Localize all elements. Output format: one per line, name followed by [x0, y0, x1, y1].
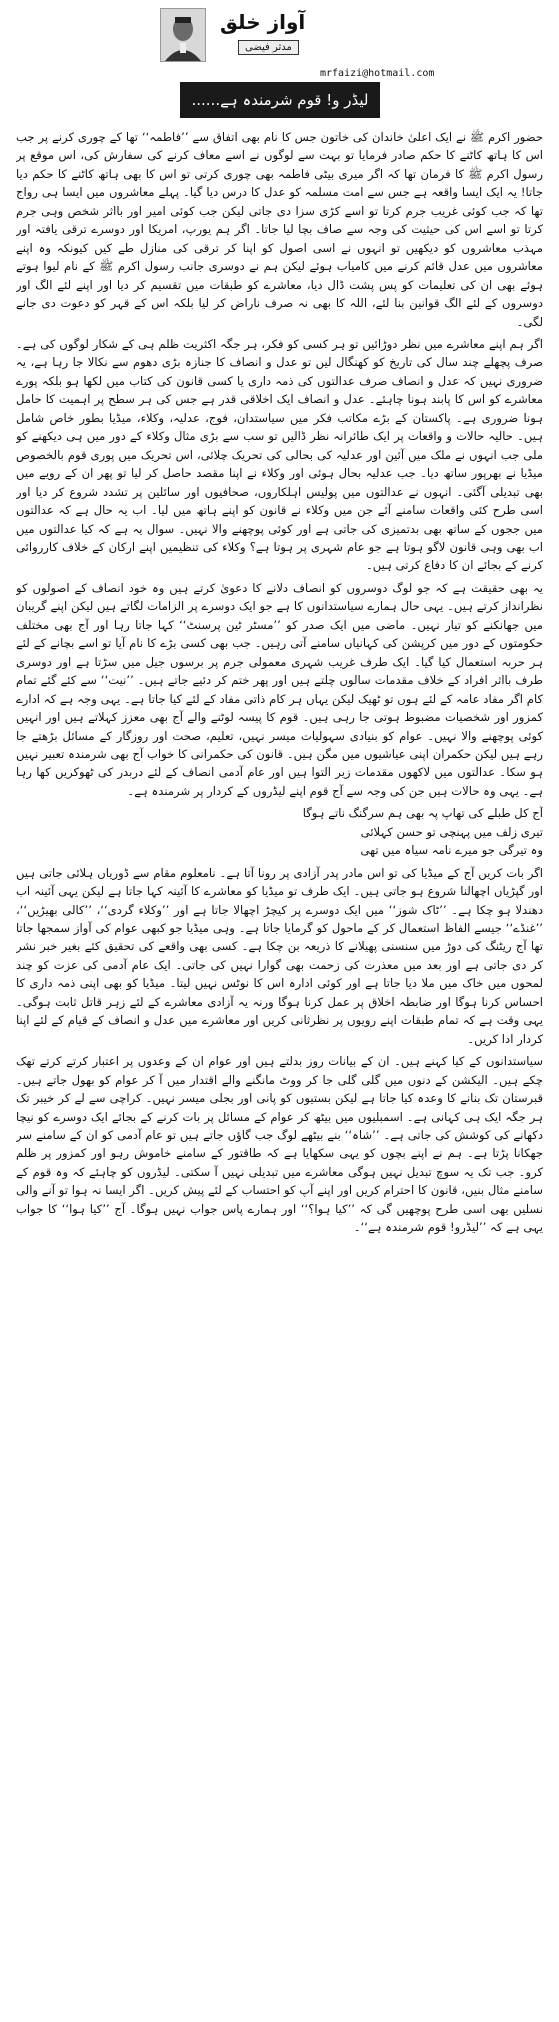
- column-masthead: [160, 8, 435, 79]
- article-body: [16, 128, 543, 2018]
- verse-block: [16, 804, 543, 859]
- verse-line: آج کل طبلے کی تھاپ پہ بھی ہم سرگنگ ناتے ہوگا: [302, 806, 543, 821]
- article-paragraph-2: اگر ہم اپنے معاشرے میں نظر دوڑائیں تو ہر کسی کو فکر، ہر جگہ اکثریت ظلم ہی کے شکار لوگوں کی ہے۔ صرف پچھلے چند سال کی تاریخ کو کھنگال لیں تو عدل و انصاف کا جنازہ بڑی دھوم سے نکالا جا رہا ہے، یہ ضروری نہیں کہ عدل و انصاف صرف عدالتوں کی ذمہ داری یا کسی قانون کی کتاب میں لکھا ہو بلکہ پورے معاشرے کو اس کا پابند ہونا چاہئے۔ عدل و انصاف ایک اخلاقی قدر ہے جس کی ہر سطح پر اہمیت کا حامل ہونا ضروری ہے۔ پاکستان کے بڑے مکاتب فکر میں سیاستدان، فوج، عدلیہ، وکلاء، میڈیا بطور خاص شامل ہیں۔ حالیہ حالات و واقعات پر ایک طائرانہ نظر ڈالیں تو سب سے بڑی مثال وکلاء کے دور میں ہی دیکھنے کو ملی جب انہوں نے ملک میں آئین اور عدلیہ کی بحالی کی تحریک چلائی، اس تحریک میں پوری قوم بالخصوص میڈیا نے بھرپور ساتھ دیا۔ جب عدلیہ بحال ہوئی اور وکلاء نے اپنا مقصد حاصل کر لیا تو پھر ان کے رویے میں بھی تبدیلی آگئی۔ انہوں نے عدالتوں میں پولیس اہلکاروں، صحافیوں اور سائلین پر تشدد شروع کر دیا اور اسی طرح کئی واقعات سامنے آئے جن میں وکلاء نے قانون کو اپنے ہاتھ میں لیا۔ اب یہ حال ہے کہ عدالتوں میں ججوں کے ساتھ بھی بدتمیزی کی جاتی ہے اور کوئی پوچھنے والا نہیں۔ سوال یہ ہے کہ کیا عدالتوں میں اب بھی وہی قانون لاگو ہوتا ہے جو عام شہری پر ہوتا ہے؟ وکلاء کی تنظیمیں اپنے ارکان کے خلاف کارروائی کرنے کے بجائے ان کا دفاع کرتی ہیں۔: [16, 336, 543, 573]
- verse-line: تیری زلف میں پہنچی تو حسن کہلائی: [360, 824, 543, 839]
- author-photo: [160, 8, 206, 62]
- article-paragraph-3: یہ بھی حقیقت ہے کہ جو لوگ دوسروں کو انصاف دلانے کا دعویٰ کرتے ہیں وہ خود انصاف کے اصولوں کو نظرانداز کرتے ہیں۔ یہی حال ہمارے سیاستدانوں کا ہے جو ایک دوسرے پر الزامات لگاتے ہیں لیکن اپنے گریبان میں جھانکنے کو تیار نہیں۔ ماضی میں ایک صدر کو ’’مسٹر ٹین پرسنٹ‘‘ کہا جاتا رہا اور آج بھی مختلف حکومتوں کے دور میں کرپشن کی کہانیاں سامنے آتی رہیں۔ جب بھی کسی بڑے کا نام آیا تو اسے بچانے کے لئے ہر حربہ استعمال کیا گیا۔ ایک طرف غریب شہری معمولی جرم پر برسوں جیل میں سڑتا ہے اور دوسری طرف بااثر افراد کے خلاف مقدمات سالوں چلتے ہیں اور پھر ختم کر دئیے جاتے ہیں۔ ’’نیت‘‘ سے کئے گئے تمام کام اگر مفاد عامہ کے لئے ہوں تو ٹھیک لیکن یہاں ہر کام ذاتی مفاد کے لئے کیا جاتا ہے۔ یہی وجہ ہے کہ ادارے کمزور اور شخصیات مضبوط ہوتی جا رہی ہیں۔ قوم کا پیسہ لوٹنے والے آج بھی معزز کہلاتے ہیں اور انہیں کوئی پوچھنے والا نہیں۔ عوام کو بنیادی سہولیات میسر نہیں، تعلیم، صحت اور روزگار کے مسائل بڑھتے جا رہے ہیں لیکن حکمران اپنی عیاشیوں میں مگن ہیں۔ قانون کی حکمرانی کا خواب آج بھی شرمندہ تعبیر نہیں ہو سکا۔ عدالتوں میں لاکھوں مقدمات زیر التوا ہیں اور عام آدمی انصاف کے لئے دربدر کی ٹھوکریں کھا رہا ہے۔ یہی وہ حالات ہیں جن کی وجہ سے آج قوم اپنے لیڈروں کے کردار پر شرمندہ ہے۔: [16, 580, 543, 798]
- article-paragraph-4: اگر بات کریں آج کے میڈیا کی تو اس مادر پدر آزادی پر رونا آتا ہے۔ نامعلوم مقام سے ڈوریاں ہلائی جاتی ہیں اور گپڑیاں اچھالنا شروع ہو جاتی ہیں۔ ایک طرف تو میڈیا کو معاشرے کا آئینہ کہا جاتا ہے لیکن یہی آئینہ اب دھندلا ہو چکا ہے۔ ’’ٹاک شوز‘‘ میں ایک دوسرے پر کیچڑ اچھالا جاتا ہے اور ’’وکلاء گردی‘‘، ’’کالی بھیڑیں‘‘، ’’غنڈے‘‘ جیسے الفاظ استعمال کر کے ماحول کو گرمایا جاتا ہے۔ وہی میڈیا جو کبھی عوام کی آواز سمجھا جاتا تھا آج ریٹنگ کی دوڑ میں سنسنی پھیلانے کا ذریعہ بن چکا ہے۔ کسی بھی واقعے کی تحقیق کئے بغیر خبر نشر کر دی جاتی ہے اور بعد میں معذرت کی زحمت بھی گوارا نہیں کی جاتی۔ ایک عام آدمی کی عزت کو چند لمحوں میں خاک میں ملا دیا جاتا ہے اور کوئی ادارہ اس کا نوٹس نہیں لیتا۔ میڈیا کو بھی اپنی ذمہ داری کا احساس کرنا ہوگا اور ضابطہ اخلاق پر عمل کرنا ہوگا ورنہ یہ آزادی معاشرے کے لئے زہر قاتل ثابت ہوگی۔ یہی وقت ہے کہ تمام طبقات اپنے رویوں پر نظرثانی کریں اور معاشرے میں عدل و انصاف کے قیام کے لئے اپنا کردار ادا کریں۔: [16, 865, 543, 1046]
- article-title-banner: [180, 82, 380, 118]
- article-paragraph-5: سیاستدانوں کے کیا کہنے ہیں۔ ان کے بیانات روز بدلتے ہیں اور عوام ان کے وعدوں پر اعتبار کرتے کرتے تھک چکے ہیں۔ الیکشن کے دنوں میں گلی گلی جا کر ووٹ مانگنے والے اقتدار میں آ کر عوام کو بھول جاتے ہیں۔ قبرستان تک بنانے کا وعدہ کیا جاتا ہے لیکن بستیوں کو پانی اور بجلی میسر نہیں۔ کراچی سے لے کر خیبر تک ہر جگہ ایک ہی کہانی ہے۔ اسمبلیوں میں بیٹھ کر عوام کے مسائل پر بات کرنے کے بجائے ایک دوسرے کو نیچا دکھانے کی کوشش کی جاتی ہے۔ ’’شاہ‘‘ بنے بیٹھے لوگ جب گاؤں جاتے ہیں تو عام آدمی کو ان کے سامنے سر جھکانا پڑتا ہے۔ ہم نے اپنے بچوں کو یہی سکھایا ہے کہ طاقتور کے سامنے خاموش رہو اور کمزور پر ظلم کرو۔ جب تک یہ سوچ تبدیل نہیں ہوگی معاشرے میں تبدیلی نہیں آ سکتی۔ لیڈروں کو چاہئے کہ وہ قوم کے سامنے مثال بنیں، قانون کا احترام کریں اور اپنے آپ کو احتساب کے لئے پیش کریں۔ اگر ایسا نہ ہوا تو آنے والی نسلیں بھی اسی طرح پوچھیں گی کہ ’’کیا ہوا؟‘‘ اور ہمارے پاس جواب نہیں ہوگا۔ آج ’’کیا ہوا‘‘ کا جواب یہی ہے کہ ’’لیڈرو! قوم شرمندہ ہے‘‘۔: [16, 1054, 543, 1235]
- article-paragraph-1: حضور اکرم ﷺ نے ایک اعلیٰ خاندان کی خاتون جس کا نام بھی اتفاق سے ’’فاطمہ‘‘ تھا کے چوری کرنے پر جب اس کا ہاتھ کاٹنے کا حکم صادر فرمایا تو بہت سے لوگوں نے اسے معاف کرنے کی سفارش کی، اس موقع پر رسول اکرم ﷺ کا فرمان تھا کہ اگر میری بیٹی فاطمہ بھی چوری کرتی تو اس کا بھی ہاتھ کاٹنے کا حکم دیا جاتا! یہ ایک ایسا واقعہ ہے جس سے امت مسلمہ کو عدل کا درس دیا گیا۔ پہلے معاشروں میں ایسا ہی رواج تھا کہ جب کوئی غریب جرم کرتا تو اسے کڑی سزا دی جاتی لیکن جب کوئی امیر اور بااثر شخص وہی جرم کرتا تو اسے اس کی حیثیت کی وجہ سے صاف بچا لیا جاتا۔ اگر ہم یورپ، امریکا اور دوسرے ترقی یافتہ اور مہذب معاشروں کو دیکھیں تو انہوں نے اسی اصول کو اپنا کر ترقی کی منازل طے کیں کیونکہ وہ اپنے معاشروں میں عدل قائم کرنے میں کامیاب ہوئے لیکن ہم نے دوسری جانب رسول اکرم ﷺ کے نام لیوا ہوتے ہوئے بھی ان کی تعلیمات کو پس پشت ڈال دیا، معاشرے کو طبقات میں تقسیم کر دیا اور اپنے لئے الگ اور دوسروں کے لئے الگ قوانین بنا لئے، اللہ کا بھی نہ صرف ناراض کر لیا بلکہ اس کے قہر کو دعوت دی جانے لگی۔: [16, 130, 543, 329]
- article-title: لیڈر و! قوم شرمندہ ہے......: [191, 91, 369, 109]
- author-name: مدثر فیضی: [238, 40, 299, 55]
- author-email: mrfaizi@hotmail.com: [320, 68, 435, 79]
- column-name: آواز خلق: [220, 10, 306, 34]
- verse-line: وہ تیرگی جو میرے نامہ سیاہ میں تھی: [360, 843, 543, 858]
- author-portrait-icon: [161, 9, 205, 61]
